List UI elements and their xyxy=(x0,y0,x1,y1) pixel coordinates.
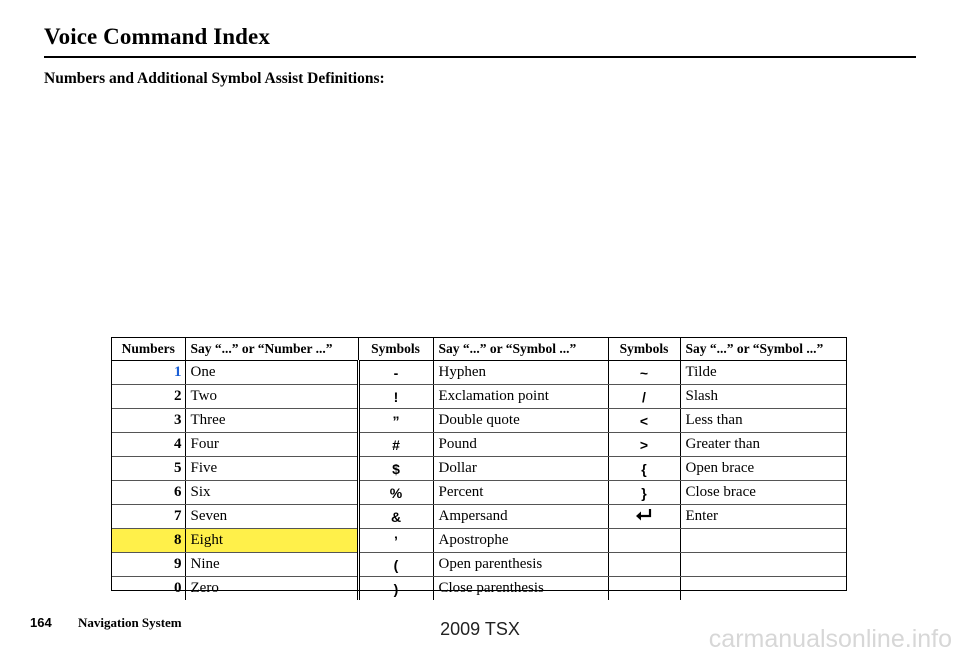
symbol-cell: } xyxy=(608,481,680,505)
symbol-name-cell: Enter xyxy=(680,505,846,529)
symbol-name-cell: Open parenthesis xyxy=(433,553,608,577)
page-number: 164 xyxy=(30,615,52,630)
number-cell: 7 xyxy=(112,505,185,529)
symbol-name-cell xyxy=(680,553,846,577)
symbol-cell: < xyxy=(608,409,680,433)
table-row xyxy=(112,529,846,553)
table-row xyxy=(112,505,846,529)
symbol-name-cell: Pound xyxy=(433,433,608,457)
number-word-cell: Four xyxy=(185,433,358,457)
symbol-cell xyxy=(608,553,680,577)
symbol-cell: > xyxy=(608,433,680,457)
number-cell: 9 xyxy=(112,553,185,577)
symbol-cell: / xyxy=(608,385,680,409)
table-row xyxy=(112,385,846,409)
number-word-cell: Eight xyxy=(185,529,358,553)
symbol-cell: $ xyxy=(358,457,433,481)
number-cell: 8 xyxy=(112,529,185,553)
symbol-name-cell: Apostrophe xyxy=(433,529,608,553)
symbol-name-cell: Close brace xyxy=(680,481,846,505)
number-cell: 5 xyxy=(112,457,185,481)
number-cell: 1 xyxy=(112,361,185,385)
symbol-cell xyxy=(608,529,680,553)
symbol-cell: & xyxy=(358,505,433,529)
header-say-symbol-1: Say “...” or “Symbol ...” xyxy=(433,338,608,361)
symbol-name-cell: Dollar xyxy=(433,457,608,481)
title-divider xyxy=(44,56,916,58)
symbol-name-cell xyxy=(680,577,846,601)
voice-command-table xyxy=(111,337,847,597)
number-cell: 2 xyxy=(112,385,185,409)
footer-section-label: Navigation System xyxy=(78,615,182,630)
number-word-cell: Six xyxy=(185,481,358,505)
symbol-cell: ( xyxy=(358,553,433,577)
symbol-name-cell: Less than xyxy=(680,409,846,433)
symbol-cell xyxy=(608,577,680,601)
model-label: 2009 TSX xyxy=(440,619,520,639)
table-row xyxy=(112,457,846,481)
symbol-cell xyxy=(608,505,680,529)
section-heading: Numbers and Additional Symbol Assist Definitions: xyxy=(44,70,385,87)
symbol-name-cell: Double quote xyxy=(433,409,608,433)
table-row xyxy=(112,433,846,457)
symbol-name-cell: Open brace xyxy=(680,457,846,481)
header-symbols-2: Symbols xyxy=(608,338,680,361)
header-numbers: Numbers xyxy=(112,338,185,361)
table-header-row xyxy=(112,338,846,361)
symbol-cell: ~ xyxy=(608,361,680,385)
page-title: Voice Command Index xyxy=(44,24,270,49)
number-word-cell: Zero xyxy=(185,577,358,601)
symbol-cell: # xyxy=(358,433,433,457)
header-say-symbol-2: Say “...” or “Symbol ...” xyxy=(680,338,846,361)
number-cell: 0 xyxy=(174,580,182,596)
symbol-name-cell: Ampersand xyxy=(433,505,608,529)
number-word-cell: Seven xyxy=(185,505,358,529)
symbol-name-cell: Slash xyxy=(680,385,846,409)
symbol-cell: ) xyxy=(358,577,433,601)
symbol-name-cell: Percent xyxy=(433,481,608,505)
table-row xyxy=(112,481,846,505)
symbol-name-cell: Tilde xyxy=(680,361,846,385)
table-row xyxy=(112,577,846,601)
number-word-cell: One xyxy=(185,361,358,385)
symbol-name-cell: Exclamation point xyxy=(433,385,608,409)
symbol-cell: ” xyxy=(358,409,433,433)
site-watermark: carmanualsonline.info xyxy=(708,625,952,653)
number-cell: 6 xyxy=(112,481,185,505)
table-row xyxy=(112,361,846,385)
number-cell: 3 xyxy=(112,409,185,433)
number-word-cell: Two xyxy=(185,385,358,409)
symbol-name-cell: Close parenthesis xyxy=(433,577,608,601)
number-word-cell: Three xyxy=(185,409,358,433)
number-word-cell: Five xyxy=(185,457,358,481)
symbol-cell: ! xyxy=(358,385,433,409)
header-say-number: Say “...” or “Number ...” xyxy=(185,338,358,361)
number-word-cell: Nine xyxy=(185,553,358,577)
symbol-name-cell xyxy=(680,529,846,553)
number-cell: 4 xyxy=(112,433,185,457)
symbol-name-cell: Greater than xyxy=(680,433,846,457)
table-row xyxy=(112,409,846,433)
symbol-cell: ’ xyxy=(358,529,433,553)
table-row xyxy=(112,553,846,577)
symbol-cell: - xyxy=(358,361,433,385)
symbol-name-cell: Hyphen xyxy=(433,361,608,385)
header-symbols-1: Symbols xyxy=(358,338,433,361)
symbol-cell: { xyxy=(608,457,680,481)
symbol-cell: % xyxy=(358,481,433,505)
enter-arrow-icon xyxy=(635,508,653,525)
